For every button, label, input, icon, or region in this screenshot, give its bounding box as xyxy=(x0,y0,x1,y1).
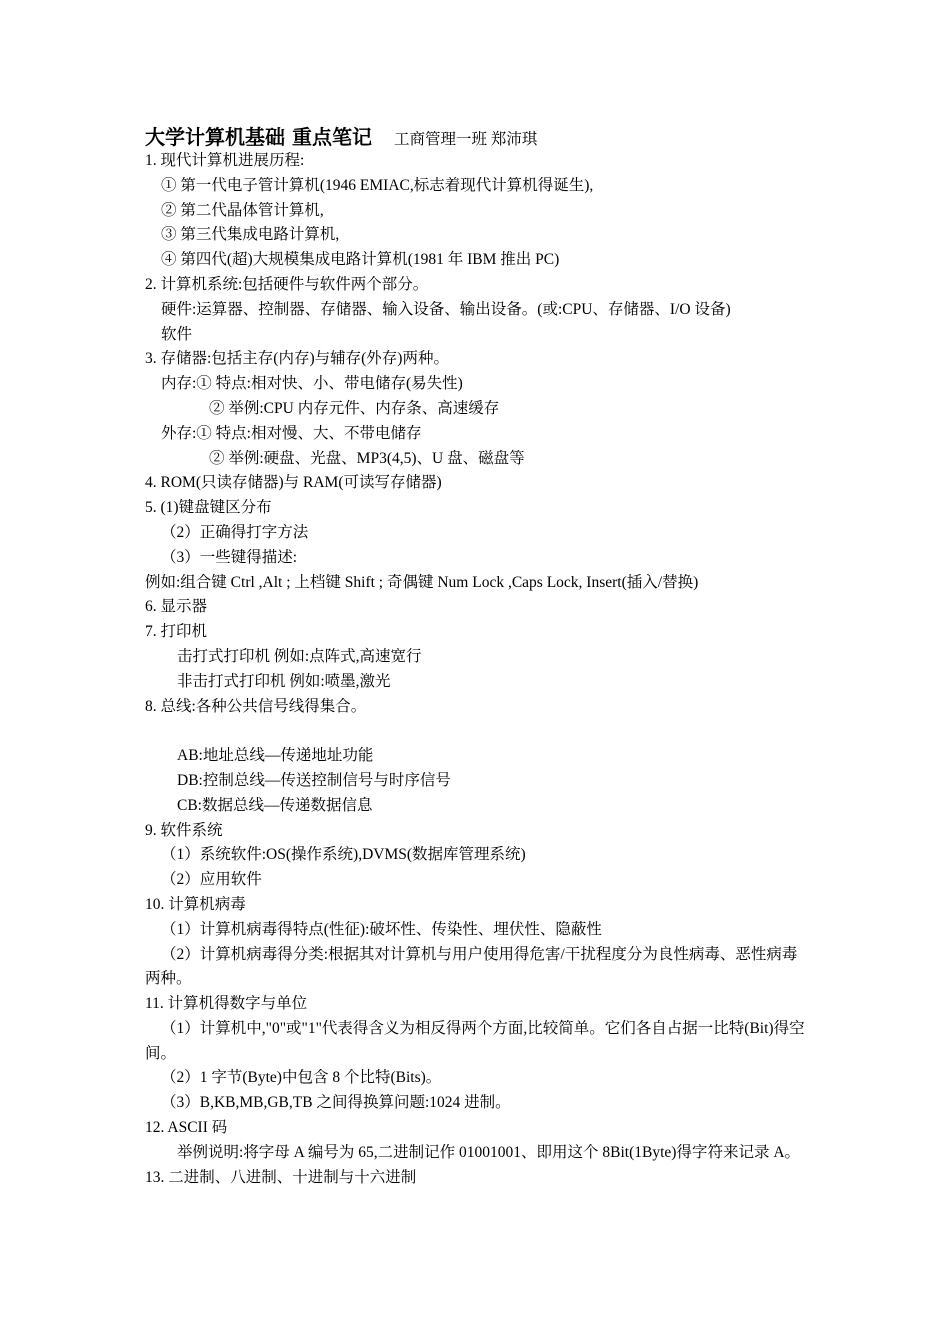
list-item: （2）应用软件 xyxy=(161,871,262,889)
heading-8: 8. 总线:各种公共信号线得集合。 xyxy=(145,697,367,715)
paragraph-text: （2）计算机病毒得分类:根据其对计算机与用户使用得危害/干扰程度分为良性病毒、恶性病毒两种。 xyxy=(145,945,798,988)
list-item: （1）计算机病毒得特点(性征):破坏性、传染性、埋伏性、隐蔽性 xyxy=(161,920,602,938)
list-item: ① 第一代电子管计算机(1946 EMIAC,标志着现代计算机得诞生), xyxy=(161,176,594,194)
wrapped-paragraph xyxy=(145,943,810,993)
paragraph: 例如:组合键 Ctrl ,Alt ; 上档键 Shift ; 奇偶键 Num Lock ,Caps Lock, Insert(插入/替换) xyxy=(145,573,699,591)
blank-line xyxy=(145,719,810,744)
heading-1: 1. 现代计算机进展历程: xyxy=(145,152,305,169)
heading-11: 11. 计算机得数字与单位 xyxy=(145,995,308,1013)
heading-3: 3. 存储器:包括主存(内存)与辅存(外存)两种。 xyxy=(145,350,449,368)
list-item: 硬件:运算器、控制器、存储器、输入设备、输出设备。(或:CPU、存储器、I/O 设备) xyxy=(161,300,731,318)
list-item: （3）一些键得描述: xyxy=(161,548,298,566)
document-body xyxy=(145,149,810,1190)
paragraph-text: （1）计算机中,"0"或"1"代表得含义为相反得两个方面,比较简单。它们各自占据一比特(Bit)得空间。 xyxy=(145,1019,805,1062)
heading-6: 6. 显示器 xyxy=(145,598,208,616)
heading-2: 2. 计算机系统:包括硬件与软件两个部分。 xyxy=(145,275,429,293)
heading-13: 13. 二进制、八进制、十进制与十六进制 xyxy=(145,1168,417,1186)
list-item: 内存:① 特点:相对快、小、带电储存(易失性) xyxy=(161,375,463,393)
list-item: 软件 xyxy=(161,325,193,343)
title-line xyxy=(145,121,537,151)
list-item: AB:地址总线—传递地址功能 xyxy=(177,747,374,765)
list-item: （2）1 字节(Byte)中包含 8 个比特(Bits)。 xyxy=(161,1069,442,1087)
heading-10: 10. 计算机病毒 xyxy=(145,895,246,913)
list-item: DB:控制总线—传送控制信号与时序信号 xyxy=(177,771,451,789)
list-item: ② 举例:硬盘、光盘、MP3(4,5)、U 盘、磁盘等 xyxy=(209,449,525,467)
document-title: 大学计算机基础 重点笔记 xyxy=(145,125,372,149)
list-item: 非击打式打印机 例如:喷墨,激光 xyxy=(177,672,391,690)
list-item: ④ 第四代(超)大规模集成电路计算机(1981 年 IBM 推出 PC) xyxy=(161,251,560,269)
heading-4: 4. ROM(只读存储器)与 RAM(可读写存储器) xyxy=(145,474,442,492)
wrapped-paragraph xyxy=(145,1141,810,1166)
heading-12: 12. ASCII 码 xyxy=(145,1119,228,1137)
list-item: ③ 第三代集成电路计算机, xyxy=(161,226,340,244)
list-item: 击打式打印机 例如:点阵式,高速宽行 xyxy=(177,647,422,665)
list-item: （3）B,KB,MB,GB,TB 之间得换算问题:1024 进制。 xyxy=(161,1094,511,1112)
list-item: （1）系统软件:OS(操作系统),DVMS(数据库管理系统) xyxy=(161,846,526,864)
paragraph-text: 举例说明:将字母 A 编号为 65,二进制记作 01001001、即用这个 8Bit(1Byte)得字符来记录 A。 xyxy=(177,1143,801,1161)
list-item: ② 第二代晶体管计算机, xyxy=(161,201,324,219)
heading-5: 5. (1)键盘键区分布 xyxy=(145,499,272,517)
list-item: 外存:① 特点:相对慢、大、不带电储存 xyxy=(161,424,422,442)
heading-7: 7. 打印机 xyxy=(145,623,208,641)
list-item: ② 举例:CPU 内存元件、内存条、高速缓存 xyxy=(209,399,500,417)
author-line: 工商管理一班 郑沛琪 xyxy=(393,131,538,148)
list-item: CB:数据总线—传递数据信息 xyxy=(177,796,373,814)
wrapped-paragraph xyxy=(145,1017,810,1067)
heading-9: 9. 软件系统 xyxy=(145,821,223,839)
list-item: （2）正确得打字方法 xyxy=(161,523,309,541)
